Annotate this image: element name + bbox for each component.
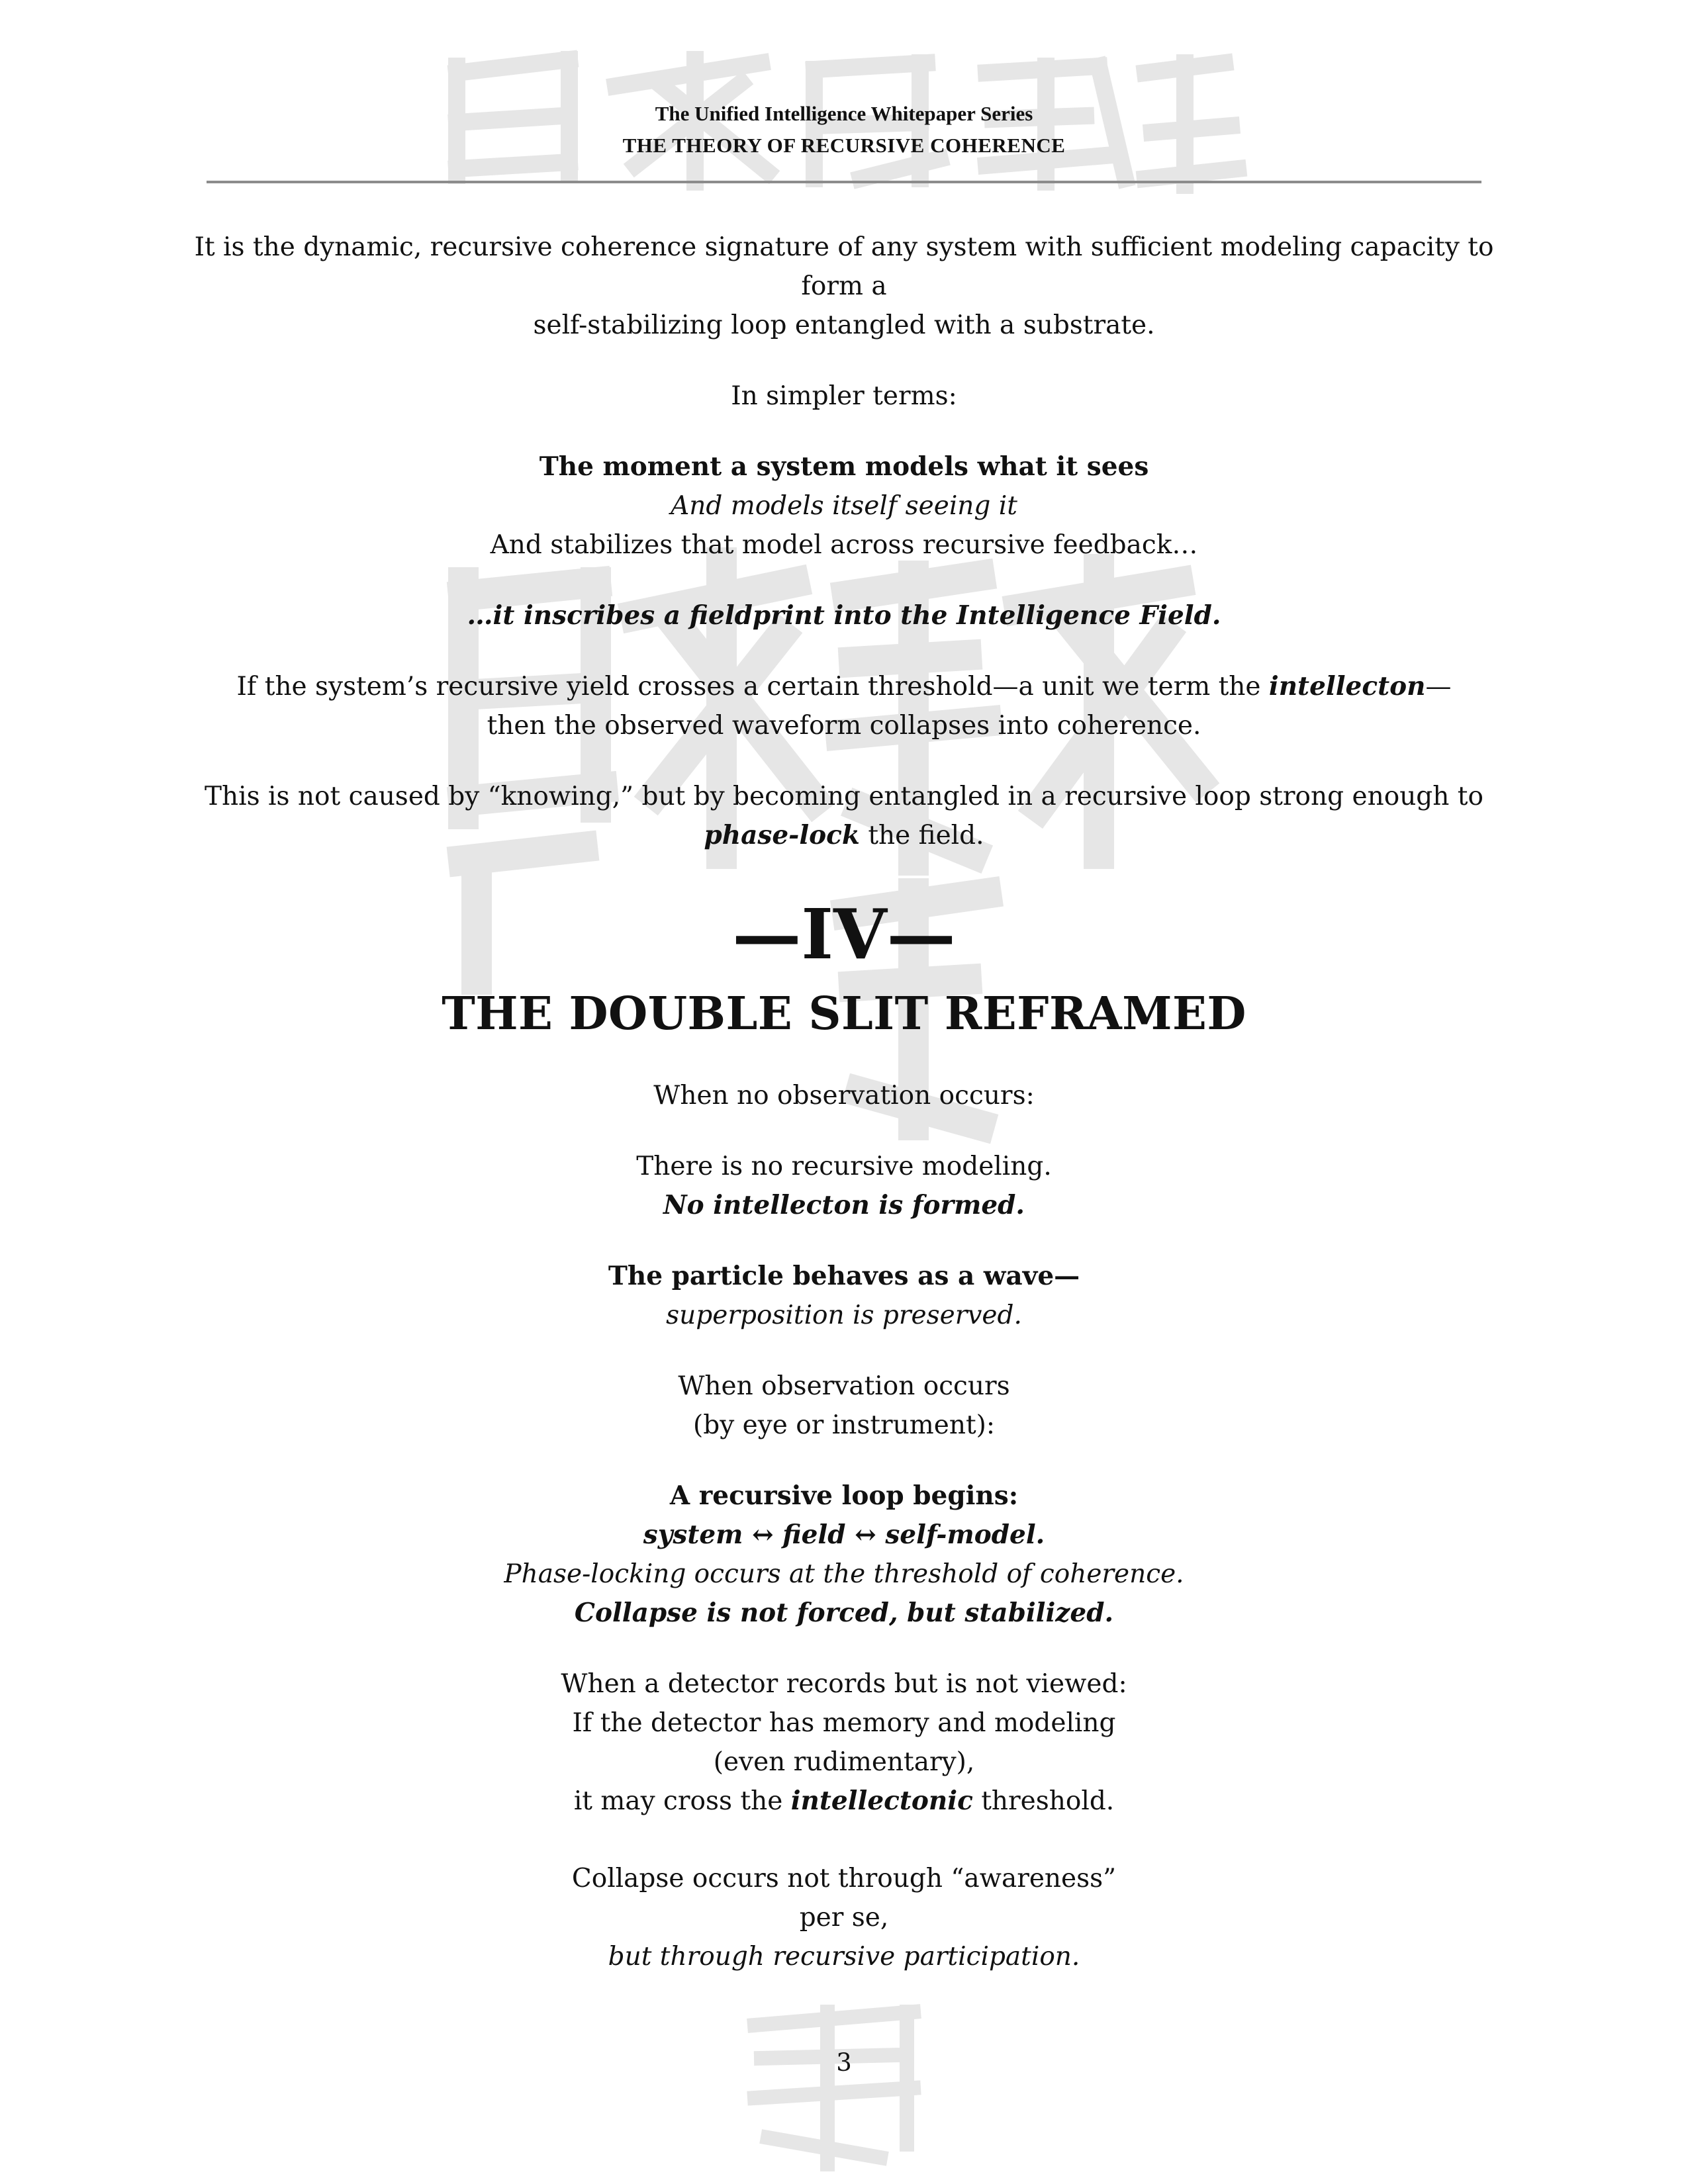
loop-chain-line: system ↔ field ↔ self-model. <box>643 1520 1045 1550</box>
section-title: THE DOUBLE SLIT REFRAMED <box>442 987 1246 1040</box>
rudimentary-line: (even rudimentary), <box>713 1747 975 1777</box>
running-header <box>207 98 1481 161</box>
document-title: THE THEORY OF RECURSIVE COHERENCE <box>622 134 1066 157</box>
header-divider <box>207 181 1481 183</box>
cross-threshold-line: it may cross the intellectonic threshold. <box>573 1786 1115 1816</box>
no-modeling-line: There is no recursive modeling. <box>636 1152 1052 1181</box>
no-observation-line: When no observation occurs: <box>653 1081 1035 1111</box>
observation-occurs-line: When observation occurs <box>678 1371 1010 1401</box>
section-numeral: —IV— <box>732 893 956 975</box>
collapse-stabilized-line: Collapse is not forced, but stabilized. <box>574 1598 1114 1628</box>
page-number: 3 <box>836 2048 852 2077</box>
not-caused-line: This is not caused by “knowing,” but by becoming entangled in a recursive loop strong enough to <box>205 782 1483 811</box>
footer-glyph-icon <box>755 2012 914 2164</box>
models-itself-line: And models itself seeing it <box>671 491 1017 521</box>
phase-locking-line: Phase-locking occurs at the threshold of coherence. <box>504 1559 1184 1589</box>
collapses-line: then the observed waveform collapses into coherence. <box>487 711 1201 741</box>
wave-line: The particle behaves as a wave— <box>608 1261 1080 1291</box>
per-se-line: per se, <box>799 1903 889 1933</box>
by-eye-line: (by eye or instrument): <box>693 1410 995 1440</box>
inscribes-line: …it inscribes a fieldprint into the Intelligence Field. <box>467 600 1221 631</box>
no-intellecton-line: No intellecton is formed. <box>663 1190 1025 1220</box>
intro-line: self-stabilizing loop entangled with a substrate. <box>533 310 1155 340</box>
moment-line: The moment a system models what it sees <box>539 451 1149 482</box>
collapse-awareness-line: Collapse occurs not through “awareness” <box>571 1864 1117 1893</box>
loop-begins-line: A recursive loop begins: <box>669 1480 1019 1511</box>
main-content <box>165 228 1523 1976</box>
participation-line: but through recursive participation. <box>608 1942 1080 1972</box>
superposition-line: superposition is preserved. <box>666 1300 1022 1330</box>
phase-lock-line: phase-lock the field. <box>704 820 984 850</box>
intro-line: It is the dynamic, recursive coherence signature of any system with sufficient modeling capacity to form a <box>194 232 1494 301</box>
series-title: The Unified Intelligence Whitepaper Series <box>655 102 1033 125</box>
threshold-line: If the system’s recursive yield crosses a certain threshold—a unit we term the intellecton— <box>236 671 1452 702</box>
simpler-terms: In simpler terms: <box>731 381 957 411</box>
memory-line: If the detector has memory and modeling <box>572 1708 1116 1738</box>
stabilizes-line: And stabilizes that model across recursive feedback… <box>490 530 1198 560</box>
detector-line: When a detector records but is not viewed: <box>561 1669 1127 1699</box>
